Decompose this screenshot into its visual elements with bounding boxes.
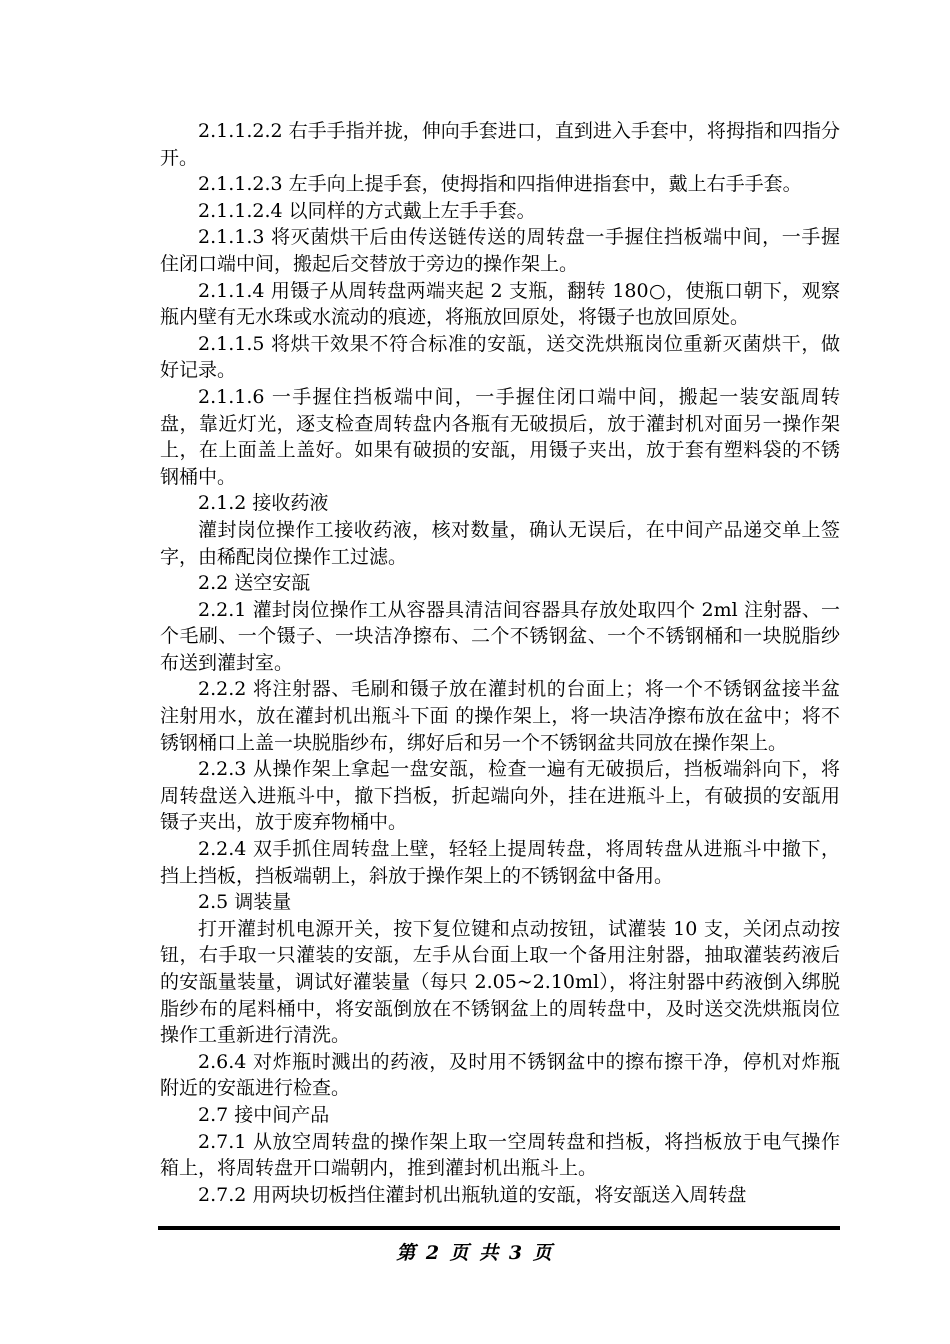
paragraph: 2.1.1.5 将烘干效果不符合标准的安瓿，送交洗烘瓶岗位重新灭菌烘干，做好记录。 [160,332,840,382]
section-heading: 2.5 调装量 [198,891,292,914]
document-body [160,118,840,1208]
paragraph: 2.2.3 从操作架上拿起一盘安瓿，检查一遍有无破损后，挡板端斜向下，将周转盘送入进瓶斗中，撤下挡板，折起端向外，挂在进瓶斗上，有破损的安瓿用镊子夹出，放于废弃物桶中。 [160,758,840,834]
paragraph: 2.1.1.2.4 以同样的方式戴上左手手套。 [198,199,536,222]
section-heading: 2.7 接中间产品 [198,1103,330,1126]
paragraph: 2.2.2 将注射器、毛刷和镊子放在灌封机的台面上；将一个不锈钢盆接半盆注射用水，放在灌封机出瓶斗下面 的操作架上，将一块洁净擦布放在盆中；将不锈钢桶口上盖一块脱脂纱布，绑好后和另一个不锈钢盆共同放在操作架上。 [160,678,840,754]
paragraph: 2.7.1 从放空周转盘的操作架上取一空周转盘和挡板，将挡板放于电气操作箱上，将周转盘开口端朝内，推到灌封机出瓶斗上。 [160,1130,840,1180]
paragraph: 2.1.1.3 将灭菌烘干后由传送链传送的周转盘一手握住挡板端中间，一手握住闭口端中间，搬起后交替放于旁边的操作架上。 [160,226,840,275]
paragraph: 2.1.1.6 一手握住挡板端中间，一手握住闭口端中间，搬起一装安瓿周转盘，靠近灯光，逐支检查周转盘内各瓶有无破损后，放于灌封机对面另一操作架上，在上面盖上盖好。如果有破损的安瓿，用镊子夹出，放于套有塑料袋的不锈钢桶中。 [160,385,840,488]
footer-divider [158,1226,840,1230]
paragraph: 2.7.2 用两块切板挡住灌封机出瓶轨道的安瓿，将安瓿送入周转盘 [198,1183,747,1206]
paragraph: 2.1.1.4 用镊子从周转盘两端夹起 2 支瓶，翻转 180○，使瓶口朝下，观察瓶内壁有无水珠或水流动的痕迹，将瓶放回原处，将镊子也放回原处。 [160,279,840,329]
paragraph: 灌封岗位操作工接收药液，核对数量，确认无误后，在中间产品递交单上签字，由稀配岗位操作工过滤。 [160,518,840,568]
paragraph: 2.1.1.2.3 左手向上提手套，使拇指和四指伸进指套中，戴上右手手套。 [198,173,802,196]
page-number-footer: 第 2 页 共 3 页 [396,1242,554,1264]
section-heading: 2.1.2 接收药液 [198,492,329,515]
paragraph: 2.6.4 对炸瓶时溅出的药液，及时用不锈钢盆中的擦布擦干净，停机对炸瓶附近的安瓿进行检查。 [160,1050,840,1100]
section-heading: 2.2 送空安瓿 [198,572,311,595]
paragraph: 2.2.4 双手抓住周转盘上壁，轻轻上提周转盘，将周转盘从进瓶斗中撤下，挡上挡板，挡板端朝上，斜放于操作架上的不锈钢盆中备用。 [160,838,840,887]
paragraph: 2.1.1.2.2 右手手指并拢，伸向手套进口，直到进入手套中，将拇指和四指分开。 [160,120,840,169]
paragraph: 2.2.1 灌封岗位操作工从容器具清洁间容器具存放处取四个 2ml 注射器、一个毛刷、一个镊子、一块洁净擦布、二个不锈钢盆、一个不锈钢桶和一块脱脂纱布送到灌封室。 [160,598,840,674]
paragraph: 打开灌封机电源开关，按下复位键和点动按钮，试灌装 10 支，关闭点动按钮，右手取一只灌装的安瓿，左手从台面上取一个备用注射器，抽取灌装药液后的安瓿量装量，调试好灌装量（每只 2.05~2.10ml），将注射器中药液倒入绑脱脂纱布的尾料桶中，将安瓿倒放在不锈钢盆上的周转盘中，及时送交洗烘瓶岗位操作工重新进行清洗。 [160,917,840,1047]
